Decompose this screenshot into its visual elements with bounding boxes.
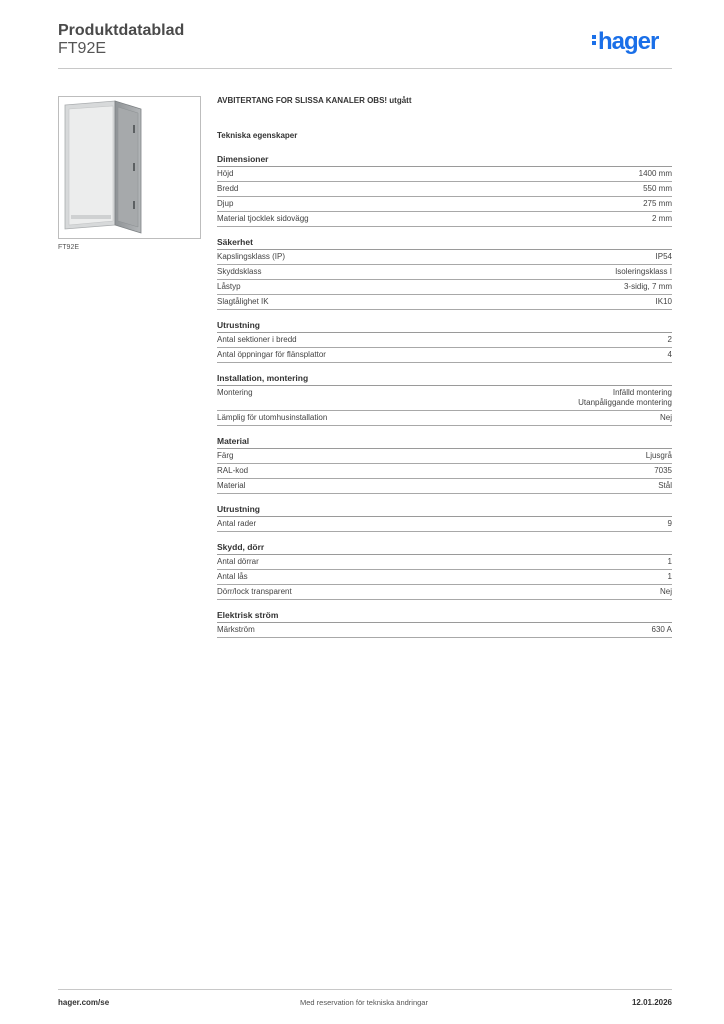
logo-text: hager (598, 28, 659, 55)
spec-value-line: Nej (659, 413, 672, 422)
product-subtitle: AVBITERTANG FOR SLISSA KANALER OBS! utgått (217, 96, 412, 105)
spec-row (217, 464, 672, 479)
spec-label: Färg (217, 451, 234, 460)
spec-section (217, 154, 672, 227)
spec-label: Slagtålighet IK (217, 297, 269, 306)
spec-row (217, 182, 672, 197)
spec-label: RAL-kod (217, 466, 249, 475)
section-title: Material (217, 436, 672, 449)
spec-value (578, 388, 672, 408)
header-divider (58, 68, 672, 69)
spec-value (660, 413, 672, 423)
spec-value-line: 1400 mm (638, 169, 672, 178)
spec-label: Antal dörrar (217, 557, 259, 566)
spec-section (217, 320, 672, 363)
spec-row (217, 212, 672, 227)
spec-label: Material (217, 481, 246, 490)
section-title: Dimensioner (217, 154, 672, 167)
spec-value-line: Infälld montering (612, 388, 672, 397)
spec-row (217, 197, 672, 212)
spec-value-line: 2 mm (652, 214, 672, 223)
spec-value (652, 214, 672, 224)
spec-row (217, 517, 672, 532)
page-title: Produktdatablad (58, 22, 185, 39)
spec-value-line: IK10 (655, 297, 672, 306)
spec-row (217, 449, 672, 464)
spec-row (217, 333, 672, 348)
spec-row (217, 348, 672, 363)
footer-disclaimer: Med reservation för tekniska ändringar (300, 998, 428, 1007)
spec-label: Antal sektioner i bredd (217, 335, 297, 344)
spec-value (668, 557, 672, 567)
cabinet-image-icon (59, 97, 200, 238)
spec-value-line: Nej (659, 587, 672, 596)
footer-date: 12.01.2026 (631, 998, 672, 1007)
spec-value-line: 550 mm (643, 184, 672, 193)
spec-value-line: Utanpåliggande montering (578, 398, 672, 407)
section-title: Säkerhet (217, 237, 672, 250)
section-title: Utrustning (217, 320, 672, 333)
spec-value-line: 1 (667, 572, 672, 581)
spec-section (217, 436, 672, 494)
spec-label: Skyddsklass (217, 267, 262, 276)
hager-logo (592, 28, 658, 56)
spec-label: Material tjocklek sidovägg (217, 214, 309, 223)
spec-value (624, 282, 672, 292)
spec-row (217, 280, 672, 295)
spec-row (217, 386, 672, 411)
spec-value-line: 275 mm (643, 199, 672, 208)
spec-row (217, 479, 672, 494)
spec-value-line: 3-sidig, 7 mm (623, 282, 672, 291)
spec-value (656, 252, 672, 262)
spec-label: Antal lås (217, 572, 248, 581)
spec-section (217, 542, 672, 600)
spec-label: Bredd (217, 184, 239, 193)
section-title: Elektrisk ström (217, 610, 672, 623)
section-title: Utrustning (217, 504, 672, 517)
spec-label: Lämplig för utomhusinstallation (217, 413, 328, 422)
spec-row (217, 570, 672, 585)
spec-sections (217, 154, 672, 638)
spec-value-line: 9 (667, 519, 672, 528)
footer-divider (58, 989, 672, 990)
spec-value (615, 267, 672, 277)
spec-row (217, 167, 672, 182)
spec-value (668, 350, 672, 360)
spec-label: Kapslingsklass (IP) (217, 252, 286, 261)
spec-section (217, 237, 672, 310)
image-caption: FT92E (58, 244, 80, 251)
spec-row (217, 265, 672, 280)
spec-row (217, 411, 672, 426)
spec-label: Djup (217, 199, 234, 208)
spec-value (643, 199, 672, 209)
spec-value (654, 466, 672, 476)
spec-value-line: Ljusgrå (645, 451, 672, 460)
spec-content (217, 96, 672, 648)
spec-value (668, 572, 672, 582)
spec-label: Antal öppningar för flänsplattor (217, 350, 326, 359)
spec-value (643, 184, 672, 194)
spec-value-line: 7035 (654, 466, 672, 475)
footer-website: hager.com/se (58, 998, 110, 1007)
section-title: Skydd, dörr (217, 542, 672, 555)
spec-label: Antal rader (217, 519, 257, 528)
spec-value (652, 625, 672, 635)
spec-row (217, 585, 672, 600)
spec-value-line: 1 (667, 557, 672, 566)
spec-value (660, 587, 672, 597)
logo-dots-icon (592, 33, 596, 47)
spec-section (217, 610, 672, 638)
spec-section (217, 373, 672, 426)
spec-value (668, 519, 672, 529)
spec-row (217, 295, 672, 310)
product-image (58, 96, 201, 239)
spec-value-line: 630 A (651, 625, 672, 634)
spec-value-line: Isoleringsklass I (615, 267, 672, 276)
spec-value-line: Stål (658, 481, 672, 490)
spec-value (658, 481, 672, 491)
spec-row (217, 623, 672, 638)
section-title: Installation, montering (217, 373, 672, 386)
spec-value-line: 4 (667, 350, 672, 359)
spec-section (217, 504, 672, 532)
spec-value (668, 335, 672, 345)
spec-label: Låstyp (217, 282, 241, 291)
spec-label: Höjd (217, 169, 234, 178)
spec-row (217, 555, 672, 570)
spec-value-line: 2 (667, 335, 672, 344)
spec-value (646, 451, 672, 461)
spec-value (656, 297, 672, 307)
product-code: FT92E (58, 40, 107, 57)
spec-label: Märkström (217, 625, 255, 634)
spec-value (639, 169, 672, 179)
tech-heading: Tekniska egenskaper (217, 131, 298, 140)
spec-value-line: IP54 (655, 252, 672, 261)
spec-label: Montering (217, 388, 253, 397)
spec-row (217, 250, 672, 265)
spec-label: Dörr/lock transparent (217, 587, 292, 596)
